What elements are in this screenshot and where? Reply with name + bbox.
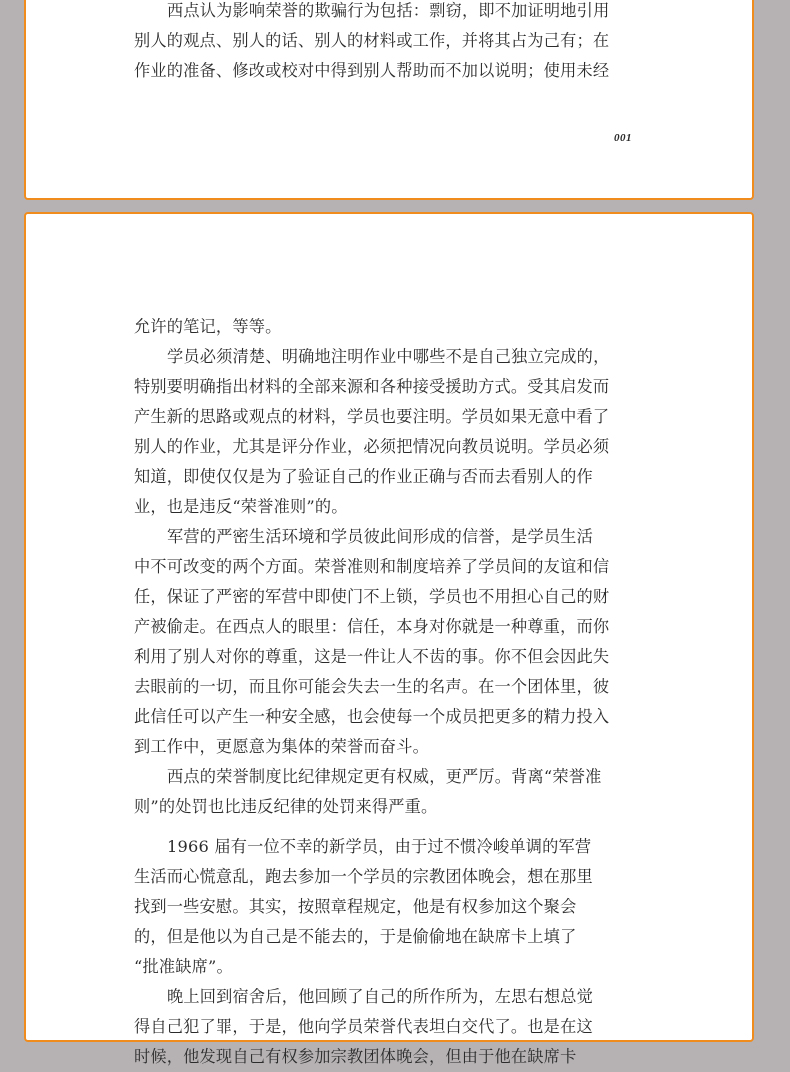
paragraph-line: 任，保证了严密的军营中即使门不上锁，学员也不用担心自己的财 xyxy=(134,587,610,606)
paragraph-line: 业，也是违反“荣誉准则”的。 xyxy=(134,497,348,516)
paragraph-line: 产被偷走。在西点人的眼里：信任，本身对你就是一种尊重，而你 xyxy=(134,617,610,636)
book-page-main xyxy=(24,212,754,1066)
paragraph-line: 生活而心慌意乱，跑去参加一个学员的宗教团体晚会，想在那里 xyxy=(134,867,593,886)
page-number: 001 xyxy=(614,132,632,144)
page-text-block xyxy=(134,0,664,86)
paragraph-line: 产生新的思路或观点的材料，学员也要注明。学员如果无意中看了 xyxy=(134,407,610,426)
paragraph-line: 允许的笔记，等等。 xyxy=(134,317,282,336)
paragraph-line: 得自己犯了罪，于是，他向学员荣誉代表坦白交代了。也是在这 xyxy=(134,1017,593,1036)
paragraph-line: 军营的严密生活环境和学员彼此间形成的信誉，是学员生活 xyxy=(167,527,594,546)
paragraph-line: 此信任可以产生一种安全感，也会使每一个成员把更多的精力投入 xyxy=(134,707,610,726)
book-page-top xyxy=(24,0,754,200)
paragraph-line: 知道，即使仅仅是为了验证自己的作业正确与否而去看别人的作 xyxy=(134,467,593,486)
paragraph-line: 到工作中，更愿意为集体的荣誉而奋斗。 xyxy=(134,737,429,756)
paragraph-line: 利用了别人对你的尊重，这是一件让人不齿的事。你不但会因此失 xyxy=(134,647,610,666)
paragraph-line: 的，但是他以为自己是不能去的，于是偷偷地在缺席卡上填了 xyxy=(134,927,577,946)
paragraph-line: 学员必须清楚、明确地注明作业中哪些不是自己独立完成的， xyxy=(167,347,610,366)
paragraph-line: 西点认为影响荣誉的欺骗行为包括：剽窃，即不加证明地引用 xyxy=(167,1,610,20)
paragraph-line: 找到一些安慰。其实，按照章程规定，他是有权参加这个聚会 xyxy=(134,897,577,916)
paragraph-line: 晚上回到宿舍后，他回顾了自己的所作所为，左思右想总觉 xyxy=(167,987,594,1006)
paragraph-line: 西点的荣誉制度比纪律规定更有权威，更严厉。背离“荣誉准 xyxy=(167,767,602,786)
paragraph-line: 则”的处罚也比违反纪律的处罚来得严重。 xyxy=(134,797,438,816)
paragraph-line: 去眼前的一切，而且你可能会失去一生的名声。在一个团体里，彼 xyxy=(134,677,610,696)
paragraph-line: 别人的作业，尤其是评分作业，必须把情况向教员说明。学员必须 xyxy=(134,437,610,456)
paragraph-line: 别人的观点、别人的话、别人的材料或工作，并将其占为己有；在 xyxy=(134,31,610,50)
paragraph-line: 作业的准备、修改或校对中得到别人帮助而不加以说明；使用未经 xyxy=(134,61,610,80)
paragraph-line: 1966 届有一位不幸的新学员，由于过不惯冷峻单调的军营 xyxy=(167,837,592,856)
paragraph-gap xyxy=(134,822,664,832)
paragraph-line: “批准缺席”。 xyxy=(134,957,233,976)
paragraph-line: 时候，他发现自己有权参加宗教团体晚会，但由于他在缺席卡 xyxy=(134,1047,577,1066)
paragraph-line: 中不可改变的两个方面。荣誉准则和制度培养了学员间的友谊和信 xyxy=(134,557,610,576)
page-text-block xyxy=(134,312,664,1072)
paragraph-line: 特别要明确指出材料的全部来源和各种接受援助方式。受其启发而 xyxy=(134,377,610,396)
